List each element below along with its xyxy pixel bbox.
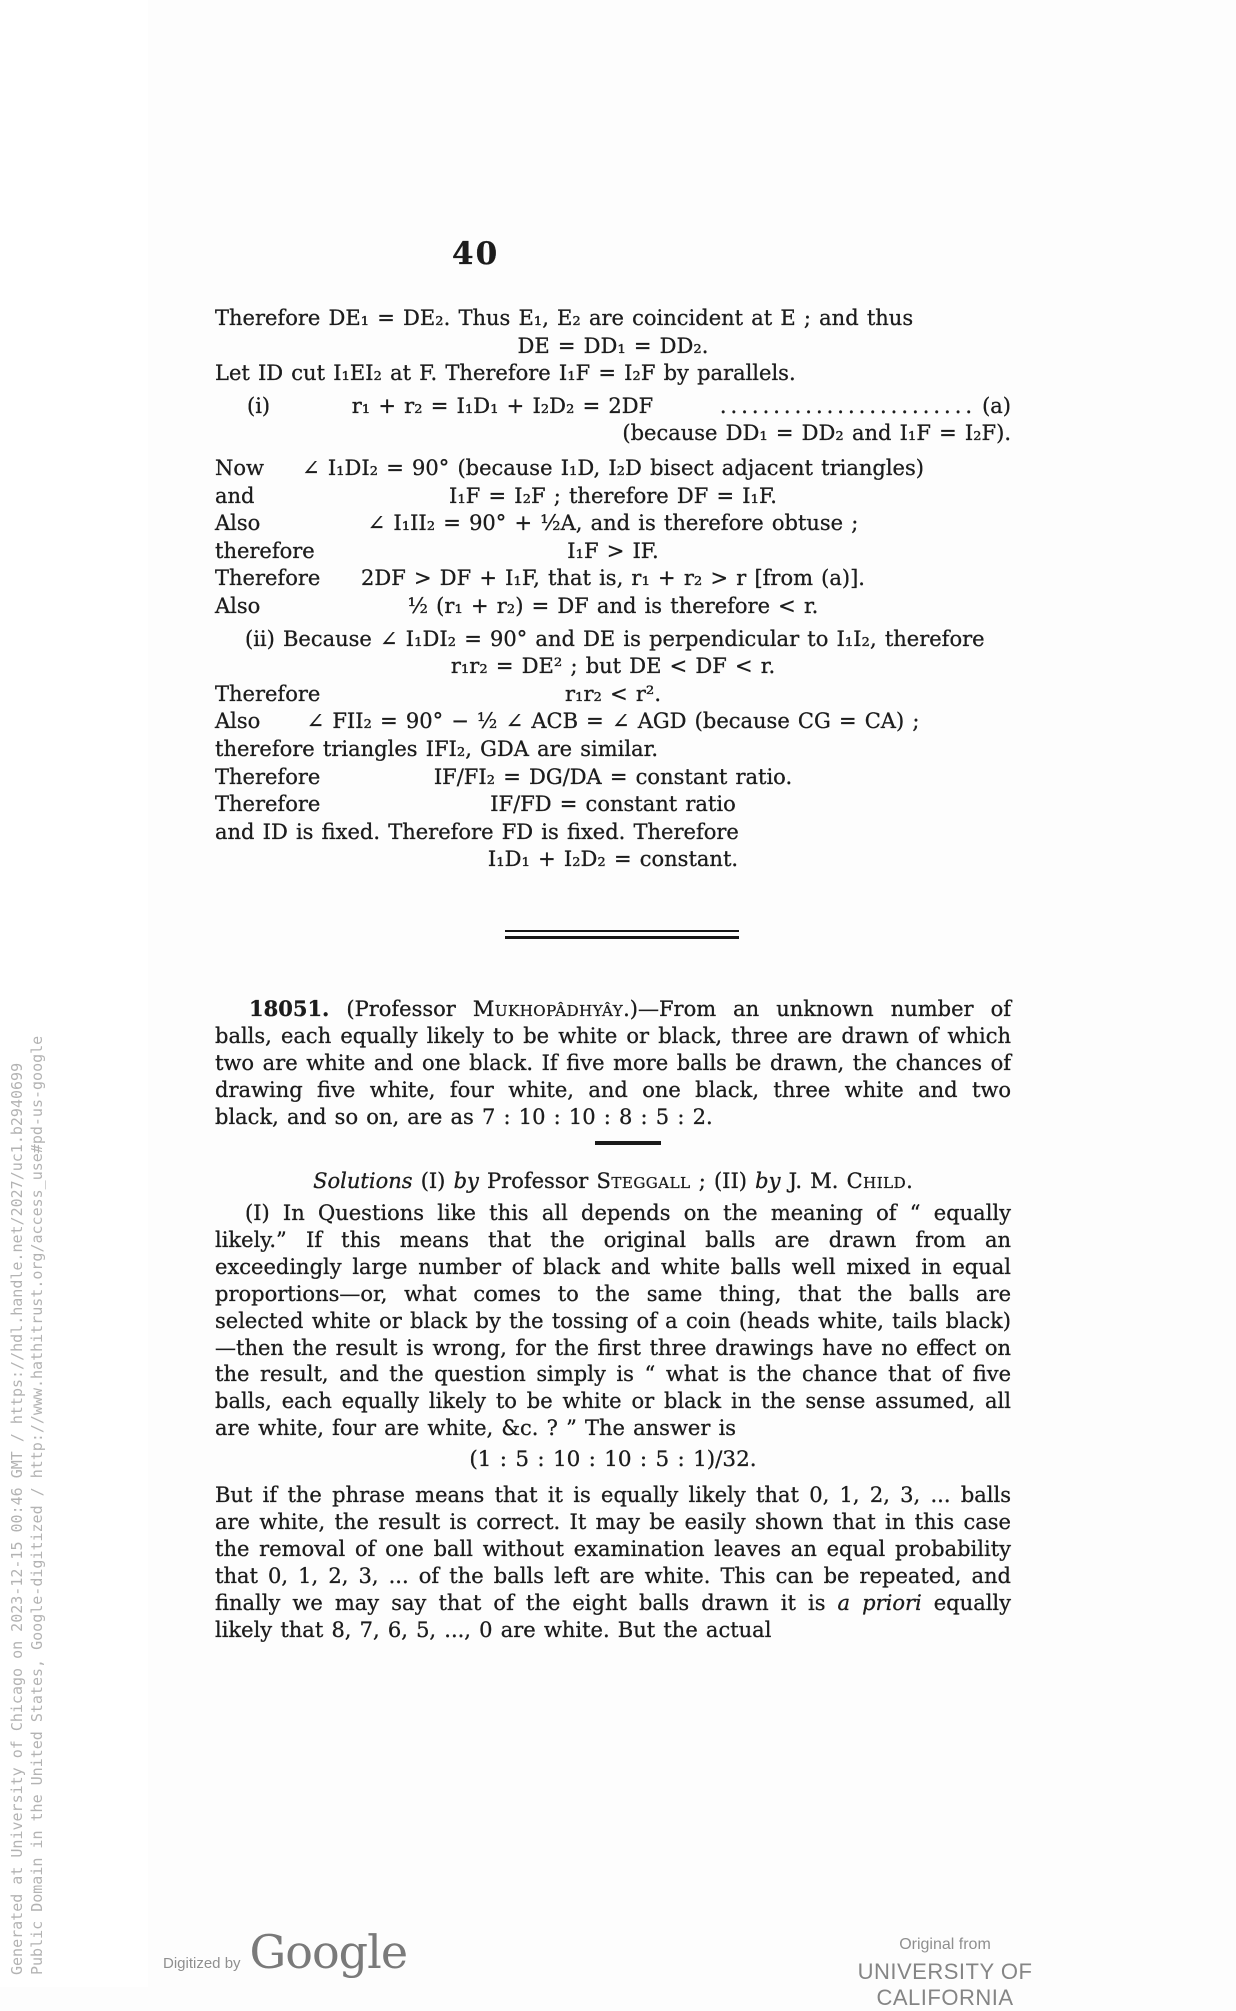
digitized-by-google-block [163, 1925, 407, 1979]
solutions-heading [215, 1169, 1011, 1193]
proof-line-label: Therefore [215, 764, 321, 789]
solutions-by: by [755, 1169, 781, 1193]
proof-line-text: r₁ + r₂ = I₁D₁ + I₂D₂ = 2DF [351, 393, 654, 418]
institution-name: UNIVERSITY OF CALIFORNIA [857, 1959, 1033, 2010]
problem-author: Mukhopâdhyây [472, 997, 624, 1021]
solutions-text: (I) [412, 1169, 454, 1193]
solutions-word: Solutions [313, 1169, 413, 1193]
geometry-proof-block [215, 306, 1011, 875]
problem-statement [215, 995, 1011, 1131]
proof-line-text: (because DD₁ = DD₂ and I₁F = I₂F). [622, 421, 1011, 446]
proof-line-text: r₁r₂ < r². [565, 681, 661, 706]
problem-pre-text: (Professor [329, 997, 473, 1021]
proof-line-text: I₁F > IF. [567, 538, 659, 563]
original-from-label: Original from [899, 1936, 991, 1953]
proof-line-label: therefore [215, 538, 315, 563]
proof-line [215, 654, 1011, 682]
proof-line [215, 306, 1011, 334]
proof-line [215, 511, 1011, 539]
equation-tag: (a) [982, 393, 1011, 418]
proof-line-text: Therefore DE₁ = DE₂. Thus E₁, E₂ are coincident at E ; and thus [215, 306, 914, 330]
proof-line-text: ∠ FII₂ = 90° − ½ ∠ ACB = ∠ AGD (because CG = CA) ; [306, 709, 920, 734]
problem-number: 18051. [249, 996, 330, 1021]
proof-line-text: ∠ I₁II₂ = 90° + ½A, and is therefore obtuse ; [367, 511, 859, 536]
original-from-block [790, 1936, 1100, 2011]
proof-line-text: IF/FI₂ = DG/DA = constant ratio. [433, 764, 793, 789]
proof-line-text: IF/FD = constant ratio [490, 792, 736, 817]
proof-line [215, 334, 1011, 362]
solutions-by: by [453, 1169, 479, 1193]
problem-ratio: 7 : 10 : 10 : 8 : 5 : 2. [481, 1105, 713, 1129]
proof-line-text: Let ID cut I₁EI₂ at F. Therefore I₁F = I₂F by parallels. [215, 361, 796, 386]
proof-line-text: (ii) Because ∠ I₁DI₂ = 90° and DE is perpendicular to I₁I₂, therefore [245, 626, 985, 651]
proof-line-label: (i) [247, 393, 271, 418]
proof-line-label: Now [215, 455, 264, 480]
proof-line [215, 709, 1011, 737]
hathitrust-public-domain-note: Public Domain in the United States, Google-digitized / http://www.hathitrust.org/access_use#pd-us-google [28, 1035, 46, 1975]
proof-line-label: Also [215, 593, 261, 618]
proof-line-label: Therefore [215, 681, 321, 706]
proof-line [215, 765, 1011, 793]
proof-line [215, 737, 1011, 765]
solutions-text: Professor [478, 1169, 597, 1193]
solutions-text: . [906, 1169, 913, 1193]
proof-line [215, 539, 1011, 567]
solver-2-name: Child [846, 1169, 907, 1193]
section-divider-double-rule [505, 930, 739, 939]
proof-line-label: Also [215, 511, 261, 536]
proof-line [215, 394, 1011, 422]
proof-line [215, 361, 1011, 389]
proof-line-label: Therefore [215, 566, 321, 591]
solutions-text: ; (II) [690, 1169, 756, 1193]
proof-line-text: ∠ I₁DI₂ = 90° (because I₁D, I₂D bisect adjacent triangles) [302, 455, 924, 480]
page-number: 40 [452, 236, 500, 272]
proof-line [215, 484, 1011, 512]
proof-line-text: DE = DD₁ = DD₂. [517, 333, 709, 358]
google-logo: Google [249, 1925, 408, 1979]
proof-line-text: r₁r₂ = DE² ; but DE < DF < r. [450, 654, 776, 679]
hathitrust-generated-note: Generated at University of Chicago on 2023-12-15 00:46 GMT / https://hdl.handle.net/2027/uc1.b2940699 [8, 1062, 26, 1975]
divider-rule-bottom [505, 936, 739, 939]
problem-body-text: .)—From an unknown number of balls, each equally likely to be white or black, three are drawn of which two are white and one black. If five more balls be drawn, the chances of drawing five white, four white, and one black, three white and two black, and so on, are as [215, 997, 1011, 1129]
solution-1-paragraph-2 [215, 1482, 1011, 1643]
proof-line-text: 2DF > DF + I₁F, that is, r₁ + r₂ > r [from (a)]. [361, 566, 865, 591]
proof-line-label: and [215, 483, 255, 508]
proof-line [215, 847, 1011, 875]
proof-line [215, 820, 1011, 848]
page-text-block [215, 0, 1011, 1987]
proof-line [215, 682, 1011, 710]
solver-1-name: Steggall [596, 1169, 691, 1193]
answer-ratio: (1 : 5 : 10 : 10 : 5 : 1)/32. [469, 1447, 757, 1472]
problem-divider-rule [595, 1141, 661, 1145]
proof-line-text: I₁F = I₂F ; therefore DF = I₁F. [449, 483, 777, 508]
proof-line-text: and ID is fixed. Therefore FD is fixed. Therefore [215, 819, 739, 844]
a-priori-italic: a priori [837, 1590, 922, 1615]
proof-line [215, 456, 1011, 484]
paragraph-text: But if the phrase means that it is equally likely that 0, 1, 2, 3, ... balls are white, the result is correct. It may be easily shown that in this case the removal of one ball without examination leaves an equal probability that 0, 1, 2, 3, ... of the balls left are white. This can be repeated, and finally we may say that of the eight balls drawn it is [215, 1483, 1011, 1615]
proof-line-label: Therefore [215, 792, 321, 817]
solutions-text: J. M. [780, 1169, 847, 1193]
proof-line-text: ½ (r₁ + r₂) = DF and is therefore < r. [407, 593, 819, 618]
proof-line [215, 594, 1011, 622]
divider-rule-top [505, 930, 739, 932]
proof-line [215, 627, 1011, 655]
proof-line [215, 792, 1011, 820]
proof-line-label: Also [215, 709, 261, 734]
proof-line [215, 421, 1011, 449]
digitized-by-label: Digitized by [163, 1955, 241, 1972]
paragraph-text: equally likely that 8, 7, 6, 5, ..., 0 are white. But the actual [215, 1590, 1012, 1642]
proof-line-text: therefore triangles IFI₂, GDA are similar. [215, 736, 659, 761]
solution-1-paragraph-1: (I) In Questions like this all depends on the meaning of “ equally likely.” If this means that the original balls are drawn from an exceedingly large number of black and white balls well mixed in equal proportions—or, what comes to the same thing, that the balls are selected white or black by the tossing of a coin (heads white, tails black) —then the result is wrong, for the first three drawings have no effect on the result, and the question simply is “ what is the chance that of five balls, each equally likely to be white or black in the sense assumed, all are white, four are white, &c. ? ” The answer is [215, 1201, 1011, 1441]
proof-line [215, 566, 1011, 594]
proof-line-text: I₁D₁ + I₂D₂ = constant. [487, 847, 739, 872]
equation-leader-dots: ........................ [719, 393, 977, 418]
